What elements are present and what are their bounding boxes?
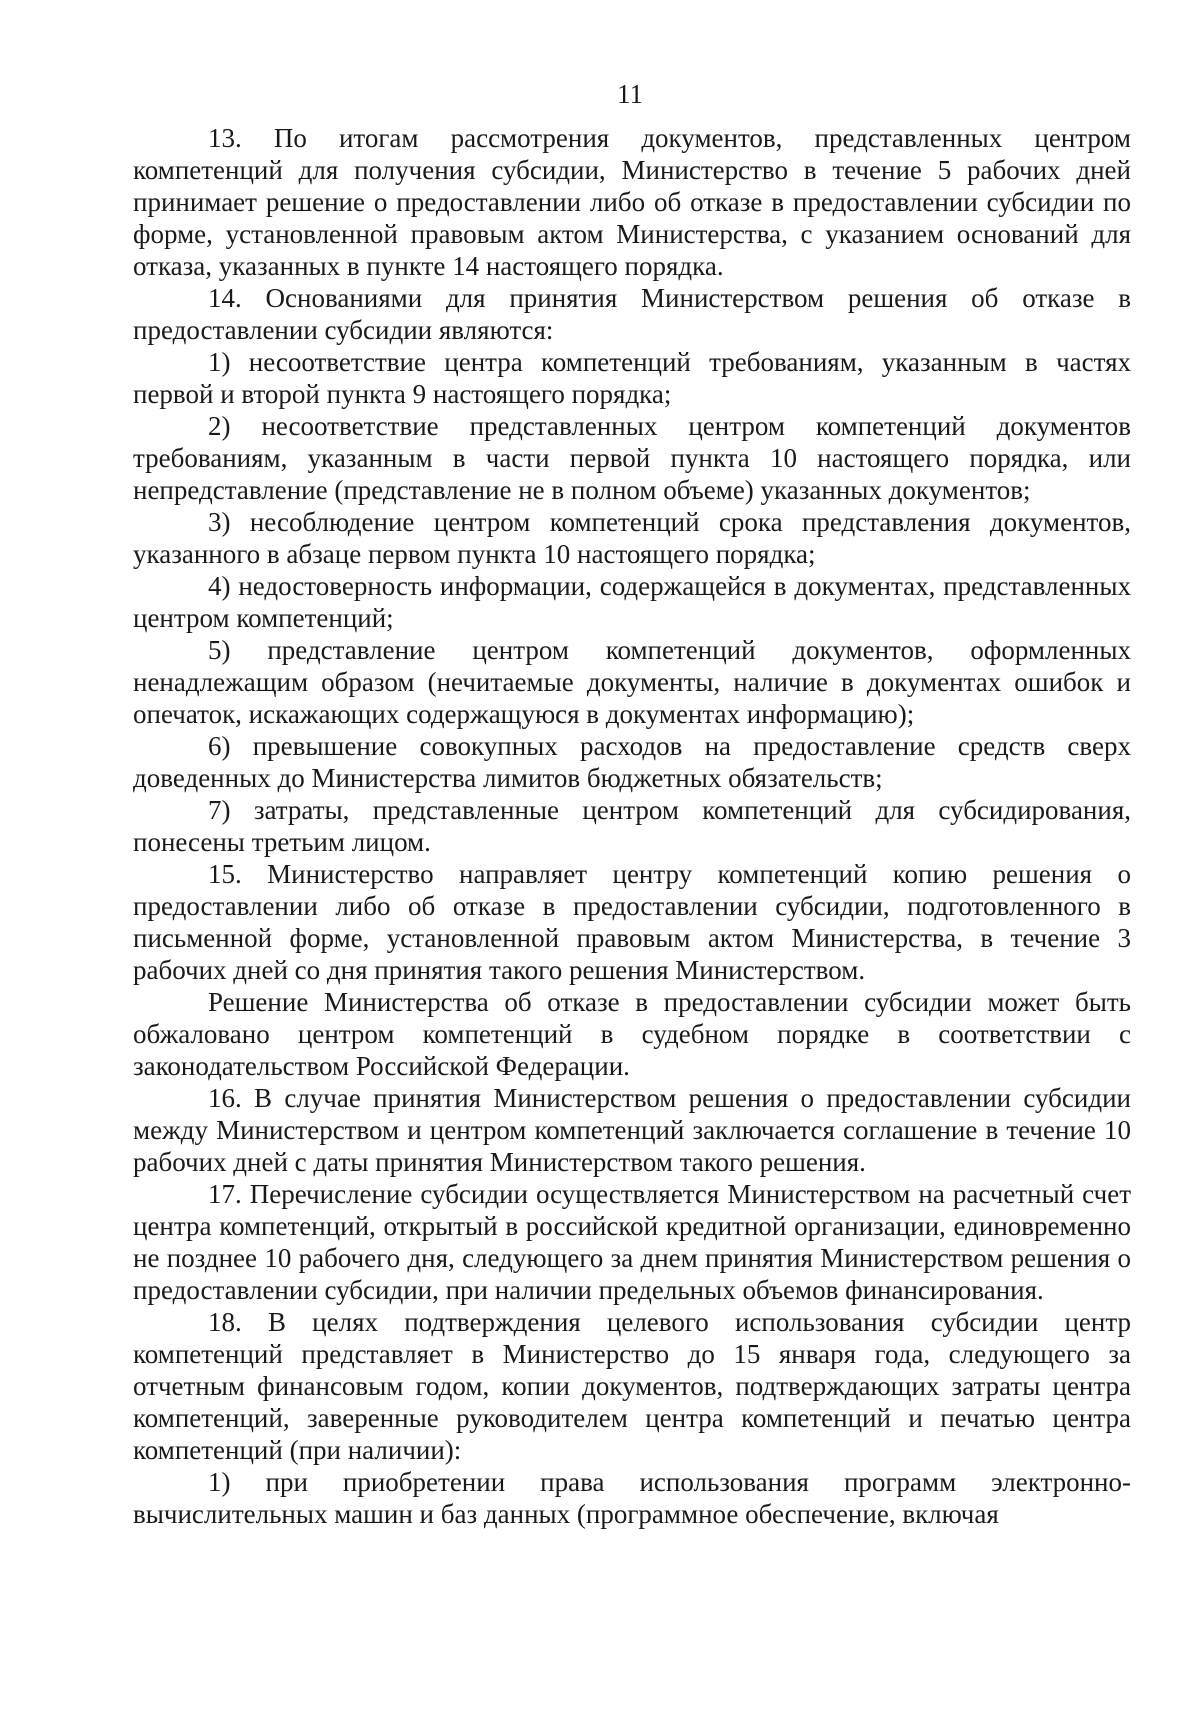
paragraph-18: 18. В целях подтверждения целевого использования субсидии центр компетенций представляет в Министерство до 15 января года, следующего за отчетным финансовым годом, копии документов, подтверждающих затраты центра компетенций, заверенные руководителем центра компетенций и печатью центра компетенций (при наличии): bbox=[133, 1307, 1131, 1465]
document-body bbox=[133, 122, 1131, 1530]
list-item-14-3: 3) несоблюдение центром компетенций срока представления документов, указанного в абзаце первом пункта 10 настоящего порядка; bbox=[133, 507, 1131, 569]
paragraph-15: 15. Министерство направляет центру компетенций копию решения о предоставлении либо об отказе в предоставлении субсидии, подготовленного в письменной форме, установленной правовым актом Министерства, в течение 3 рабочих дней со дня принятия такого решения Министерством. bbox=[133, 859, 1131, 985]
paragraph-17: 17. Перечисление субсидии осуществляется Министерством на расчетный счет центра компетенций, открытый в российской кредитной организации, единовременно не позднее 10 рабочего дня, следующего за днем принятия Министерством решения о предоставлении субсидии, при наличии предельных объемов финансирования. bbox=[133, 1179, 1131, 1305]
list-item-18-1: 1) при приобретении права использования программ электронно-вычислительных машин и баз данных (программное обеспечение, включая bbox=[133, 1467, 1131, 1529]
list-item-14-4: 4) недостоверность информации, содержащейся в документах, представленных центром компетенций; bbox=[133, 571, 1131, 633]
page-number: 11 bbox=[617, 79, 643, 109]
list-item-14-2: 2) несоответствие представленных центром компетенций документов требованиям, указанным в части первой пункта 10 настоящего порядка, или непредставление (представление не в полном объеме) указанных документов; bbox=[133, 411, 1131, 505]
list-item-14-1: 1) несоответствие центра компетенций требованиям, указанным в частях первой и второй пункта 9 настоящего порядка; bbox=[133, 347, 1131, 409]
list-item-14-6: 6) превышение совокупных расходов на предоставление средств сверх доведенных до Министерства лимитов бюджетных обязательств; bbox=[133, 731, 1131, 793]
paragraph-14: 14. Основаниями для принятия Министерством решения об отказе в предоставлении субсидии являются: bbox=[133, 283, 1131, 345]
paragraph-15-appeal: Решение Министерства об отказе в предоставлении субсидии может быть обжаловано центром компетенций в судебном порядке в соответствии с законодательством Российской Федерации. bbox=[133, 987, 1131, 1081]
list-item-14-7: 7) затраты, представленные центром компетенций для субсидирования, понесены третьим лицом. bbox=[133, 795, 1131, 857]
paragraph-16: 16. В случае принятия Министерством решения о предоставлении субсидии между Министерством и центром компетенций заключается соглашение в течение 10 рабочих дней с даты принятия Министерством такого решения. bbox=[133, 1083, 1131, 1177]
list-item-14-5: 5) представление центром компетенций документов, оформленных ненадлежащим образом (нечитаемые документы, наличие в документах ошибок и опечаток, искажающих содержащуюся в документах информацию); bbox=[133, 635, 1131, 729]
paragraph-13: 13. По итогам рассмотрения документов, представленных центром компетенций для получения субсидии, Министерство в течение 5 рабочих дней принимает решение о предоставлении либо об отказе в предоставлении субсидии по форме, установленной правовым актом Министерства, с указанием оснований для отказа, указанных в пункте 14 настоящего порядка. bbox=[133, 123, 1131, 281]
